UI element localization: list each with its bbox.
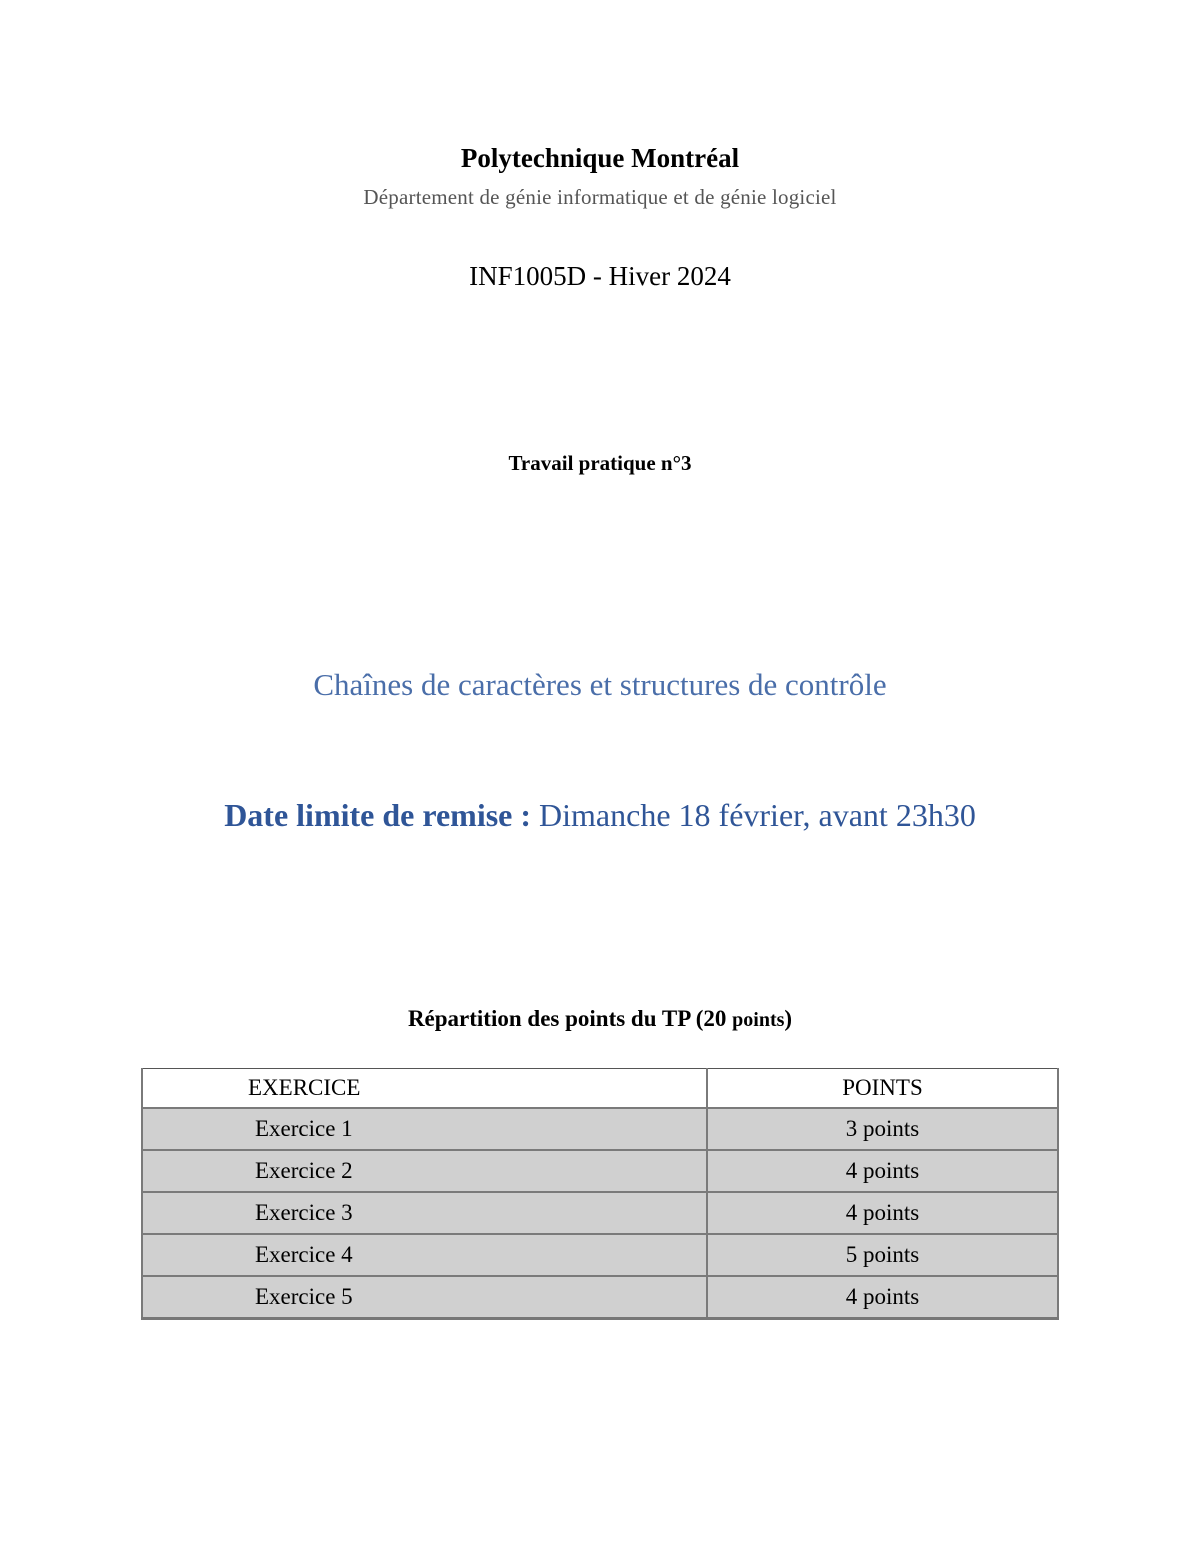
table-row xyxy=(142,1276,1058,1319)
table-row xyxy=(142,1234,1058,1276)
points-cell: 4 points xyxy=(707,1192,1058,1234)
points-title-unit: points xyxy=(732,1009,785,1031)
assignment-title: Travail pratique n°3 xyxy=(508,451,692,475)
exercise-cell: Exercice 1 xyxy=(142,1108,707,1150)
deadline xyxy=(0,797,1200,834)
column-header-points: POINTS xyxy=(707,1069,1058,1109)
table-row xyxy=(142,1192,1058,1234)
institution-name: Polytechnique Montréal xyxy=(460,143,740,173)
deadline-value: Dimanche 18 février, avant 23h30 xyxy=(539,797,976,833)
deadline-label: Date limite de remise : xyxy=(224,797,532,833)
exercise-cell: Exercice 2 xyxy=(142,1150,707,1192)
points-cell: 4 points xyxy=(707,1150,1058,1192)
points-table xyxy=(141,1068,1059,1320)
course-code: INF1005D - Hiver 2024 xyxy=(469,261,731,291)
exercise-cell: Exercice 5 xyxy=(142,1276,707,1319)
department-name: Département de génie informatique et de génie logiciel xyxy=(363,185,837,209)
points-table-title xyxy=(0,1006,1200,1032)
assignment-subtitle: Chaînes de caractères et structures de contrôle xyxy=(313,667,887,702)
exercise-cell: Exercice 4 xyxy=(142,1234,707,1276)
points-cell: 5 points xyxy=(707,1234,1058,1276)
exercise-cell: Exercice 3 xyxy=(142,1192,707,1234)
points-cell: 4 points xyxy=(707,1276,1058,1319)
table-row xyxy=(142,1108,1058,1150)
table-row xyxy=(142,1150,1058,1192)
points-cell: 3 points xyxy=(707,1108,1058,1150)
table-header-row xyxy=(142,1069,1058,1109)
column-header-exercise: EXERCICE xyxy=(142,1069,707,1109)
points-title-main: Répartition des points du TP (20 xyxy=(407,1006,727,1031)
points-title-close: ) xyxy=(784,1006,793,1031)
